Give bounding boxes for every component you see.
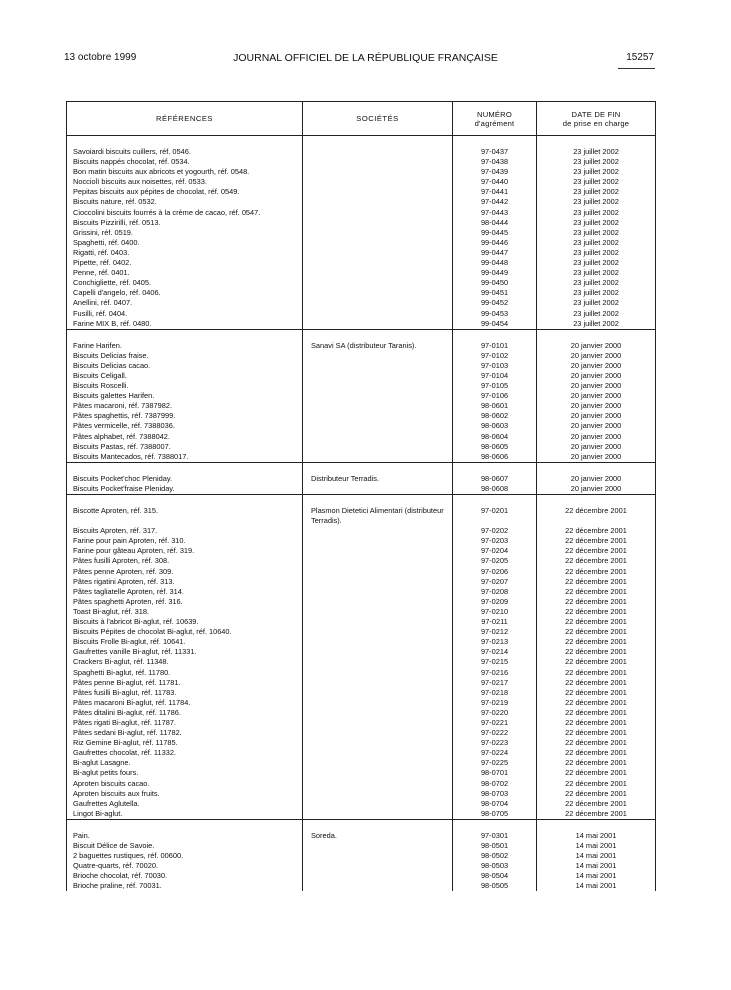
numero-agrement-cell: 97-0220: [453, 708, 537, 718]
reference-cell: Biscuits Pocket'choc Pleniday.: [67, 474, 303, 484]
reference-cell: Brioche chocolat, réf. 70030.: [67, 871, 303, 881]
reference-cell: Crackers Bi-aglut, réf. 11348.: [67, 657, 303, 667]
societe-cell: Soreda.: [303, 831, 453, 892]
numero-agrement-cell: 97-0210: [453, 607, 537, 617]
reference-cell: Pâtes ditalini Bi-aglut, réf. 11786.: [67, 708, 303, 718]
numero-agrement-cell: 99-0450: [453, 278, 537, 288]
date-fin-cell: 22 décembre 2001: [537, 536, 656, 546]
reference-cell: Pâtes penne Bi-aglut, réf. 11781.: [67, 678, 303, 688]
numero-agrement-cell: 97-0218: [453, 688, 537, 698]
numero-agrement-cell: 97-0207: [453, 577, 537, 587]
date-fin-cell: 14 mai 2001: [537, 861, 656, 871]
column-header-numero-line2: d'agrément: [474, 118, 515, 128]
date-fin-cell: 22 décembre 2001: [537, 526, 656, 536]
date-fin-cell: 23 juillet 2002: [537, 187, 656, 197]
date-fin-cell: 22 décembre 2001: [537, 779, 656, 789]
date-fin-cell: 22 décembre 2001: [537, 597, 656, 607]
spacer-cell: [453, 136, 537, 148]
reference-cell: Farine pour gâteau Aproten, réf. 319.: [67, 546, 303, 556]
date-fin-cell: 22 décembre 2001: [537, 607, 656, 617]
date-fin-cell: 23 juillet 2002: [537, 157, 656, 167]
numero-agrement-cell: 97-0102: [453, 351, 537, 361]
date-fin-cell: 22 décembre 2001: [537, 546, 656, 556]
reference-cell: Pâtes fusilli Bi-aglut, réf. 11783.: [67, 688, 303, 698]
reference-cell: Pâtes macaroni Bi-aglut, réf. 11784.: [67, 698, 303, 708]
reference-cell: Capelli d'angelo, réf. 0406.: [67, 288, 303, 298]
numero-agrement-cell: 98-0705: [453, 809, 537, 820]
societe-cell: Plasmon Dietetici Alimentari (distributeur Terradis).: [303, 506, 453, 819]
date-fin-cell: 20 janvier 2000: [537, 474, 656, 484]
spacer-cell: [67, 462, 303, 474]
numero-agrement-cell: 97-0208: [453, 587, 537, 597]
date-fin-cell: 14 mai 2001: [537, 881, 656, 891]
reference-cell: Pâtes spaghetti Aproten, réf. 316.: [67, 597, 303, 607]
reference-cell: Bi-aglut petits fours.: [67, 768, 303, 778]
date-fin-cell: 22 décembre 2001: [537, 678, 656, 688]
numero-agrement-cell: 98-0605: [453, 442, 537, 452]
numero-agrement-cell: [453, 516, 537, 526]
reference-cell: Nocciolì biscuits aux noisettes, réf. 0533.: [67, 177, 303, 187]
reference-cell: Pâtes tagliatelle Aproten, réf. 314.: [67, 587, 303, 597]
spacer-cell: [67, 329, 303, 341]
date-fin-cell: 20 janvier 2000: [537, 442, 656, 452]
date-fin-cell: 20 janvier 2000: [537, 381, 656, 391]
reference-cell: Biscuits Celigall.: [67, 371, 303, 381]
date-fin-cell: 20 janvier 2000: [537, 361, 656, 371]
date-fin-cell: 20 janvier 2000: [537, 371, 656, 381]
date-fin-cell: 20 janvier 2000: [537, 432, 656, 442]
numero-agrement-cell: 98-0503: [453, 861, 537, 871]
spacer-cell: [67, 136, 303, 148]
table-row: [67, 147, 656, 157]
numero-agrement-cell: 99-0453: [453, 309, 537, 319]
numero-agrement-cell: 99-0454: [453, 319, 537, 330]
reference-cell: Biscuits Mantecados, réf. 7388017.: [67, 452, 303, 463]
date-fin-cell: 23 juillet 2002: [537, 238, 656, 248]
numero-agrement-cell: 98-0505: [453, 881, 537, 891]
date-fin-cell: 14 mai 2001: [537, 841, 656, 851]
numero-agrement-cell: 99-0446: [453, 238, 537, 248]
numero-agrement-cell: 97-0106: [453, 391, 537, 401]
spacer-cell: [453, 495, 537, 507]
date-fin-cell: 22 décembre 2001: [537, 668, 656, 678]
numero-agrement-cell: 97-0201: [453, 506, 537, 516]
table-row: [67, 341, 656, 351]
numero-agrement-cell: 98-0704: [453, 799, 537, 809]
column-header-date: [537, 102, 656, 136]
numero-agrement-cell: 98-0702: [453, 779, 537, 789]
spacer-cell: [453, 819, 537, 831]
numero-agrement-cell: 99-0452: [453, 298, 537, 308]
numero-agrement-cell: 97-0223: [453, 738, 537, 748]
reference-cell: Pâtes spaghettis, réf. 7387999.: [67, 411, 303, 421]
reference-cell: Pipette, réf. 0402.: [67, 258, 303, 268]
reference-cell: Biscuits Delicias cacao.: [67, 361, 303, 371]
date-fin-cell: 23 juillet 2002: [537, 228, 656, 238]
numero-agrement-cell: 97-0214: [453, 647, 537, 657]
reference-cell: Savoiardi biscuits cuillers, réf. 0546.: [67, 147, 303, 157]
numero-agrement-cell: 97-0202: [453, 526, 537, 536]
reference-cell: Lingot Bi-aglut.: [67, 809, 303, 820]
numero-agrement-cell: 98-0603: [453, 421, 537, 431]
column-header-references: RÉFÉRENCES: [67, 102, 303, 136]
date-fin-cell: 22 décembre 2001: [537, 637, 656, 647]
numero-agrement-cell: 97-0211: [453, 617, 537, 627]
date-fin-cell: 23 juillet 2002: [537, 298, 656, 308]
date-fin-cell: 23 juillet 2002: [537, 268, 656, 278]
date-fin-cell: 22 décembre 2001: [537, 708, 656, 718]
reference-cell: Quatre-quarts, réf. 70020.: [67, 861, 303, 871]
date-fin-cell: 22 décembre 2001: [537, 647, 656, 657]
group-spacer-row: [67, 462, 656, 474]
date-fin-cell: 23 juillet 2002: [537, 319, 656, 330]
numero-agrement-cell: 97-0212: [453, 627, 537, 637]
date-fin-cell: 22 décembre 2001: [537, 748, 656, 758]
reference-cell: [67, 516, 303, 526]
numero-agrement-cell: 97-0101: [453, 341, 537, 351]
reference-cell: Pâtes penne Aproten, réf. 309.: [67, 567, 303, 577]
spacer-cell: [303, 329, 453, 341]
reference-cell: Biscuits nature, réf. 0532.: [67, 197, 303, 207]
date-fin-cell: 22 décembre 2001: [537, 799, 656, 809]
date-fin-cell: 20 janvier 2000: [537, 421, 656, 431]
reference-cell: Pâtes sedani Bi-aglut, réf. 11782.: [67, 728, 303, 738]
numero-agrement-cell: 98-0607: [453, 474, 537, 484]
reference-cell: Biscuits Pastas, réf. 7388007.: [67, 442, 303, 452]
date-fin-cell: 22 décembre 2001: [537, 758, 656, 768]
reference-cell: Pâtes vermicelle, réf. 7388036.: [67, 421, 303, 431]
date-fin-cell: 20 janvier 2000: [537, 341, 656, 351]
societe-cell: Sanavi SA (distributeur Taranis).: [303, 341, 453, 463]
reference-cell: Biscuits Pépites de chocolat Bi-aglut, réf. 10640.: [67, 627, 303, 637]
societe-cell: [303, 147, 453, 329]
header-date: 13 octobre 1999: [64, 52, 137, 63]
reference-cell: Pepitas biscuits aux pépites de chocolat, réf. 0549.: [67, 187, 303, 197]
group-spacer-row: [67, 495, 656, 507]
reference-cell: Biscuits Roscelli.: [67, 381, 303, 391]
reference-cell: Aproten biscuits cacao.: [67, 779, 303, 789]
column-header-numero: [453, 102, 537, 136]
reference-cell: Penne, réf. 0401.: [67, 268, 303, 278]
spacer-cell: [67, 495, 303, 507]
numero-agrement-cell: 99-0448: [453, 258, 537, 268]
spacer-cell: [537, 329, 656, 341]
group-spacer-row: [67, 329, 656, 341]
spacer-cell: [303, 495, 453, 507]
numero-agrement-cell: 97-0213: [453, 637, 537, 647]
date-fin-cell: 22 décembre 2001: [537, 506, 656, 516]
spacer-cell: [303, 136, 453, 148]
date-fin-cell: 23 juillet 2002: [537, 278, 656, 288]
numero-agrement-cell: 98-0502: [453, 851, 537, 861]
date-fin-cell: 23 juillet 2002: [537, 197, 656, 207]
reference-cell: Pâtes macaroni, réf. 7387982.: [67, 401, 303, 411]
reference-cell: Pâtes fusilli Aproten, réf. 308.: [67, 556, 303, 566]
numero-agrement-cell: 97-0205: [453, 556, 537, 566]
date-fin-cell: 22 décembre 2001: [537, 577, 656, 587]
reference-cell: Fusilli, réf. 0404.: [67, 309, 303, 319]
spacer-cell: [453, 329, 537, 341]
spacer-cell: [537, 136, 656, 148]
table-row: [67, 506, 656, 516]
reference-cell: Cioccolini biscuits fourrés à la crème de cacao, réf. 0547.: [67, 208, 303, 218]
group-spacer-row: [67, 136, 656, 148]
numero-agrement-cell: 99-0447: [453, 248, 537, 258]
reference-cell: Biscuits Pocket'fraise Pleniday.: [67, 484, 303, 495]
reference-cell: Biscuits à l'abricot Bi-aglut, réf. 10639.: [67, 617, 303, 627]
reference-cell: Pâtes rigati Bi-aglut, réf. 11787.: [67, 718, 303, 728]
date-fin-cell: 22 décembre 2001: [537, 728, 656, 738]
date-fin-cell: 22 décembre 2001: [537, 567, 656, 577]
numero-agrement-cell: 97-0438: [453, 157, 537, 167]
reference-cell: Pâtes alphabet, réf. 7388042.: [67, 432, 303, 442]
numero-agrement-cell: 98-0601: [453, 401, 537, 411]
table-row: [67, 831, 656, 841]
reference-cell: Biscuits galettes Harifen.: [67, 391, 303, 401]
spacer-cell: [537, 495, 656, 507]
numero-agrement-cell: 98-0504: [453, 871, 537, 881]
reference-cell: Biscuits nappés chocolat, réf. 0534.: [67, 157, 303, 167]
date-fin-cell: 23 juillet 2002: [537, 258, 656, 268]
numero-agrement-cell: 97-0104: [453, 371, 537, 381]
date-fin-cell: 22 décembre 2001: [537, 809, 656, 820]
reference-cell: Gaufrettes vanille Bi-aglut, réf. 11331.: [67, 647, 303, 657]
reference-cell: Rigatti, réf. 0403.: [67, 248, 303, 258]
spacer-cell: [303, 462, 453, 474]
numero-agrement-cell: 98-0703: [453, 789, 537, 799]
spacer-cell: [537, 462, 656, 474]
reference-cell: Grissini, réf. 0519.: [67, 228, 303, 238]
reference-cell: Gaufrettes chocolat, réf. 11332.: [67, 748, 303, 758]
column-header-date-line2: de prise en charge: [562, 118, 630, 128]
numero-agrement-cell: 97-0215: [453, 657, 537, 667]
numero-agrement-cell: 98-0608: [453, 484, 537, 495]
reference-cell: Bi-aglut Lasagne.: [67, 758, 303, 768]
reference-cell: Farine Harifen.: [67, 341, 303, 351]
numero-agrement-cell: 97-0441: [453, 187, 537, 197]
reference-cell: Biscuits Frolle Bi-aglut, réf. 10641.: [67, 637, 303, 647]
reference-cell: Biscotte Aproten, réf. 315.: [67, 506, 303, 516]
numero-agrement-cell: 98-0701: [453, 768, 537, 778]
reference-cell: Pâtes rigatini Aproten, réf. 313.: [67, 577, 303, 587]
date-fin-cell: 23 juillet 2002: [537, 309, 656, 319]
header-page-number: 15257: [626, 52, 654, 63]
numero-agrement-cell: 97-0437: [453, 147, 537, 157]
date-fin-cell: 20 janvier 2000: [537, 484, 656, 495]
date-fin-cell: 22 décembre 2001: [537, 587, 656, 597]
header-journal-title: JOURNAL OFFICIEL DE LA RÉPUBLIQUE FRANÇAISE: [233, 52, 498, 64]
reference-cell: 2 baguettes rustiques, réf. 00600.: [67, 851, 303, 861]
date-fin-cell: 22 décembre 2001: [537, 738, 656, 748]
date-fin-cell: 20 janvier 2000: [537, 351, 656, 361]
date-fin-cell: 20 janvier 2000: [537, 452, 656, 463]
numero-agrement-cell: 98-0602: [453, 411, 537, 421]
date-fin-cell: 22 décembre 2001: [537, 627, 656, 637]
reference-cell: Farine pour pain Aproten, réf. 310.: [67, 536, 303, 546]
date-fin-cell: 23 juillet 2002: [537, 167, 656, 177]
reference-cell: Spaghetti Bi-aglut, réf. 11780.: [67, 668, 303, 678]
column-header-societes: SOCIÉTÉS: [303, 102, 453, 136]
numero-agrement-cell: 97-0301: [453, 831, 537, 841]
reference-cell: Biscuits Pizzirilli, réf. 0513.: [67, 218, 303, 228]
numero-agrement-cell: 98-0604: [453, 432, 537, 442]
numero-agrement-cell: 97-0221: [453, 718, 537, 728]
reference-cell: Biscuits Aproten, réf. 317.: [67, 526, 303, 536]
numero-agrement-cell: 98-0501: [453, 841, 537, 851]
reference-cell: Biscuits Delicias fraise.: [67, 351, 303, 361]
date-fin-cell: 22 décembre 2001: [537, 698, 656, 708]
table-body: [67, 136, 656, 892]
spacer-cell: [303, 819, 453, 831]
numero-agrement-cell: 97-0217: [453, 678, 537, 688]
date-fin-cell: 20 janvier 2000: [537, 401, 656, 411]
numero-agrement-cell: 97-0442: [453, 197, 537, 207]
date-fin-cell: 22 décembre 2001: [537, 556, 656, 566]
reference-cell: Spaghetti, réf. 0400.: [67, 238, 303, 248]
date-fin-cell: 20 janvier 2000: [537, 391, 656, 401]
numero-agrement-cell: 98-0444: [453, 218, 537, 228]
reference-cell: Brioche praline, réf. 70031.: [67, 881, 303, 891]
date-fin-cell: 22 décembre 2001: [537, 718, 656, 728]
column-header-date-line1: DATE DE FIN: [571, 109, 621, 119]
date-fin-cell: 23 juillet 2002: [537, 177, 656, 187]
date-fin-cell: 22 décembre 2001: [537, 617, 656, 627]
reference-cell: Gaufrettes Aglutella.: [67, 799, 303, 809]
numero-agrement-cell: 97-0443: [453, 208, 537, 218]
numero-agrement-cell: 97-0206: [453, 567, 537, 577]
numero-agrement-cell: 97-0105: [453, 381, 537, 391]
numero-agrement-cell: 99-0449: [453, 268, 537, 278]
reference-cell: Conchigliette, réf. 0405.: [67, 278, 303, 288]
date-fin-cell: 14 mai 2001: [537, 871, 656, 881]
reference-cell: Farine MIX B, réf. 0480.: [67, 319, 303, 330]
agrement-table: [66, 101, 656, 891]
date-fin-cell: 23 juillet 2002: [537, 288, 656, 298]
numero-agrement-cell: 97-0203: [453, 536, 537, 546]
date-fin-cell: 20 janvier 2000: [537, 411, 656, 421]
numero-agrement-cell: 97-0222: [453, 728, 537, 738]
date-fin-cell: 14 mai 2001: [537, 851, 656, 861]
header-page-rule: [618, 68, 655, 69]
reference-cell: Bon matin biscuits aux abricots et yogourth, réf. 0548.: [67, 167, 303, 177]
group-spacer-row: [67, 819, 656, 831]
reference-cell: Toast Bi-aglut, réf. 318.: [67, 607, 303, 617]
numero-agrement-cell: 97-0204: [453, 546, 537, 556]
reference-cell: Aproten biscuits aux fruits.: [67, 789, 303, 799]
spacer-cell: [453, 462, 537, 474]
numero-agrement-cell: 97-0219: [453, 698, 537, 708]
numero-agrement-cell: 97-0216: [453, 668, 537, 678]
date-fin-cell: [537, 516, 656, 526]
numero-agrement-cell: 97-0225: [453, 758, 537, 768]
numero-agrement-cell: 99-0451: [453, 288, 537, 298]
spacer-cell: [537, 819, 656, 831]
date-fin-cell: 23 juillet 2002: [537, 248, 656, 258]
spacer-cell: [67, 819, 303, 831]
column-header-numero-line1: NUMÉRO: [477, 109, 512, 119]
numero-agrement-cell: 97-0440: [453, 177, 537, 187]
date-fin-cell: 23 juillet 2002: [537, 147, 656, 157]
numero-agrement-cell: 97-0224: [453, 748, 537, 758]
numero-agrement-cell: 97-0439: [453, 167, 537, 177]
date-fin-cell: 23 juillet 2002: [537, 208, 656, 218]
numero-agrement-cell: 97-0103: [453, 361, 537, 371]
reference-cell: Pain.: [67, 831, 303, 841]
table-header-row: [67, 102, 656, 136]
numero-agrement-cell: 97-0209: [453, 597, 537, 607]
date-fin-cell: 14 mai 2001: [537, 831, 656, 841]
date-fin-cell: 22 décembre 2001: [537, 688, 656, 698]
numero-agrement-cell: 99-0445: [453, 228, 537, 238]
date-fin-cell: 23 juillet 2002: [537, 218, 656, 228]
numero-agrement-cell: 98-0606: [453, 452, 537, 463]
reference-cell: Biscuit Délice de Savoie.: [67, 841, 303, 851]
societe-cell: Distributeur Terradis.: [303, 474, 453, 495]
date-fin-cell: 22 décembre 2001: [537, 657, 656, 667]
reference-cell: Anellini, réf. 0407.: [67, 298, 303, 308]
date-fin-cell: 22 décembre 2001: [537, 768, 656, 778]
reference-cell: Riz Gemine Bi-aglut, réf. 11785.: [67, 738, 303, 748]
date-fin-cell: 22 décembre 2001: [537, 789, 656, 799]
table-row: [67, 474, 656, 484]
